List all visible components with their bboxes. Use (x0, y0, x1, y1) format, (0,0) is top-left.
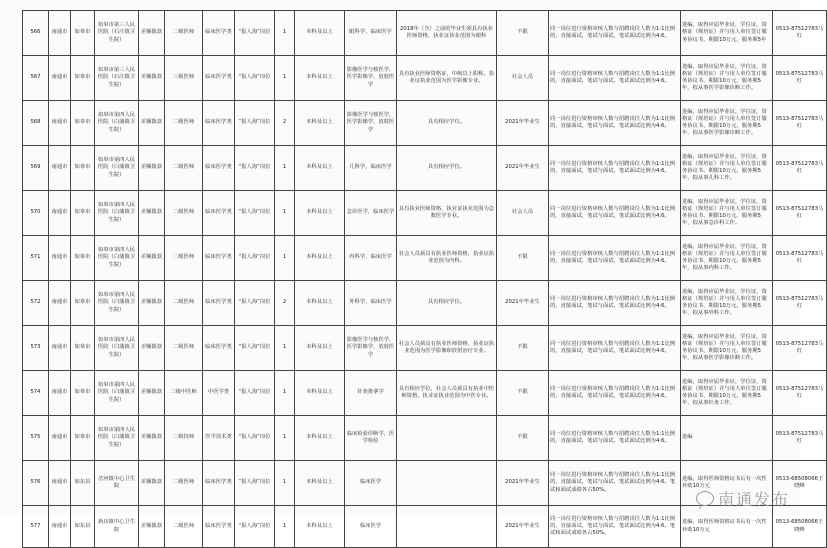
cell-level: 二级技师 (165, 416, 203, 461)
cell-remark: 进编，取得应届毕业证，学位证，资格证（规培证）并与用人单位签订服务协议书，期限10万元，服务期5年，拟从事急诊科工作。 (681, 191, 773, 236)
cell-funding: 差额拨款 (139, 326, 165, 371)
cell-county: 如皋市 (71, 191, 95, 236)
cell-category: 临床医学类 (203, 506, 235, 548)
cell-target: 不限 (497, 371, 549, 416)
cell-unit: 如皋市第四人民医院（白蒲镇卫生院） (95, 236, 139, 281)
cell-no: 575 (23, 416, 49, 461)
cell-county: 如皋市 (71, 11, 95, 56)
cell-category: 临床医学类 (203, 461, 235, 506)
cell-funding: 差额拨款 (139, 146, 165, 191)
cell-unit: 如皋市第三人民医院（石庄镇卫生院） (95, 56, 139, 101)
recruitment-table (22, 10, 827, 548)
cell-funding: 差额拨款 (139, 101, 165, 146)
cell-category: 医学技术类 (203, 416, 235, 461)
cell-unit: 新店镇中心卫生院 (95, 506, 139, 548)
cell-remark: 进编，取得应届毕业证，学位证，资格证（规培证）并与用人单位签订服务协议书，期限10万元，服务期5年，拟从事医学影像诊断工作。 (681, 101, 773, 146)
cell-ratio: 同一岗位进行资格审核人数与招聘岗位人数为1:1比例的，直接面试，笔试与面试，笔试面试比例为4:6。笔试和面试成绩各占50%。 (549, 506, 681, 548)
cell-city: 南通市 (49, 191, 71, 236)
cell-major: 影像医学与核医学，医学影像学，放射医学 (345, 326, 397, 371)
cell-no: 576 (23, 461, 49, 506)
cell-city: 南通市 (49, 326, 71, 371)
cell-target: 社会人员 (497, 56, 549, 101)
cell-phone: 0513-87512783马红 (773, 371, 827, 416)
cell-post: “报人海”岗位 (235, 146, 275, 191)
table-row (23, 506, 827, 548)
cell-level: 二级医师 (165, 461, 203, 506)
cell-county: 如皋市 (71, 281, 95, 326)
watermark (696, 487, 790, 510)
cell-target: 2021年毕业生 (497, 146, 549, 191)
cell-remark: 进编，取得应届毕业证，学位证，资格证（规培证）并与用人单位签订服务协议书，期限10万元，服务期5年，拟从事儿科工作。 (681, 146, 773, 191)
cell-ratio: 同一岗位进行资格审核人数与招聘岗位人数为1:1比例的，直接面试，笔试与面试，笔试面试比例为4:6。 (549, 371, 681, 416)
cell-count: 1 (275, 56, 295, 101)
cell-city: 南通市 (49, 146, 71, 191)
cell-phone: 0513-87512783马红 (773, 236, 827, 281)
cell-county: 如皋市 (71, 236, 95, 281)
table-row (23, 191, 827, 236)
cell-other: 具有相应学位。 (397, 281, 497, 326)
cell-unit: 岔河镇中心卫生院 (95, 461, 139, 506)
cell-target: 社会人员 (497, 191, 549, 236)
cell-level: 二级中医师 (165, 371, 203, 416)
cell-unit: 如皋市第四人民医院（白蒲镇卫生院） (95, 191, 139, 236)
cell-county: 如皋市 (71, 56, 95, 101)
cell-unit: 如皋市第三人民医院（石庄镇卫生院） (95, 11, 139, 56)
chat-bubble-icon (696, 491, 714, 506)
cell-edu: 本科及以上 (295, 101, 345, 146)
cell-remark: 进编，取得医师资格证书后有一次性补助10万元 (681, 461, 773, 506)
cell-ratio: 同一岗位进行资格审核人数与招聘岗位人数为1:1比例的，直接面试，笔试与面试，笔试面试比例为4:6。 (549, 191, 681, 236)
cell-ratio: 同一岗位进行资格审核人数与招聘岗位人数为1:1比例的，直接面试，笔试与面试，笔试面试比例为4:6。笔试和面试成绩各占50%。 (549, 461, 681, 506)
cell-category: 临床医学类 (203, 101, 235, 146)
cell-major: 针灸推拿学 (345, 371, 397, 416)
cell-post: “报人海”岗位 (235, 416, 275, 461)
cell-category: 临床医学类 (203, 56, 235, 101)
cell-city: 南通市 (49, 56, 71, 101)
cell-edu: 本科及以上 (295, 461, 345, 506)
cell-count: 2 (275, 281, 295, 326)
cell-level: 二级医师 (165, 326, 203, 371)
cell-phone: 0513-87512783马红 (773, 281, 827, 326)
cell-other: 社会人员须具有执业医师资格，执业证执业范围为内科。 (397, 236, 497, 281)
cell-other: 具有相应学位。 (397, 146, 497, 191)
cell-remark: 进编，取得应届毕业证，学位证，资格证（规培证）并与用人单位签订服务协议书，期限10万元，服务期5年，拟从事针灸工作。 (681, 371, 773, 416)
cell-count: 1 (275, 461, 295, 506)
cell-no: 568 (23, 101, 49, 146)
cell-post: “报人海”岗位 (235, 461, 275, 506)
cell-no: 571 (23, 236, 49, 281)
cell-funding: 差额拨款 (139, 236, 165, 281)
cell-no: 577 (23, 506, 49, 548)
cell-target: 不限 (497, 416, 549, 461)
cell-major: 急诊医学，临床医学 (345, 191, 397, 236)
cell-post: “报人海”岗位 (235, 101, 275, 146)
table-row (23, 146, 827, 191)
table-row (23, 416, 827, 461)
table-row (23, 101, 827, 146)
cell-ratio: 同一岗位进行资格审核人数与招聘岗位人数为1:1比例的，直接面试，笔试与面试，笔试面试比例为4:6。 (549, 56, 681, 101)
cell-county: 如皋市 (71, 371, 95, 416)
cell-remark: 进编，取得应届毕业证，学位证，资格证（规培证）并与用人单位签订服务协议书，期限10万元，服务期5年 (681, 11, 773, 56)
cell-post: “报人海”岗位 (235, 326, 275, 371)
cell-remark: 进编，取得应届毕业证，学位证，资格证（规培证）并与用人单位签订服务协议书，期限10万元，服务期5年，拟从事内科工作。 (681, 236, 773, 281)
cell-other: 具有执业医师资格证，中级以上职称，执业证执业范围为医学影像专业。 (397, 56, 497, 101)
cell-city: 南通市 (49, 281, 71, 326)
cell-post: “报人海”岗位 (235, 506, 275, 548)
cell-county: 如皋市 (71, 101, 95, 146)
cell-major: 眼科学，临床医学 (345, 11, 397, 56)
cell-major: 儿科学，临床医学 (345, 146, 397, 191)
cell-count: 1 (275, 236, 295, 281)
cell-phone: 0513-87512783马红 (773, 326, 827, 371)
cell-count: 1 (275, 146, 295, 191)
cell-edu: 本科及以上 (295, 416, 345, 461)
cell-no: 572 (23, 281, 49, 326)
cell-no: 570 (23, 191, 49, 236)
cell-other: 具有相应学位，社会人员须具有执业中医师资格，执业证执业范围为中医专业。 (397, 371, 497, 416)
cell-major: 临床医学 (345, 461, 397, 506)
cell-county: 如皋市 (71, 146, 95, 191)
cell-post: “报人海”岗位 (235, 11, 275, 56)
cell-funding: 差额拨款 (139, 11, 165, 56)
cell-category: 临床医学类 (203, 191, 235, 236)
cell-unit: 如皋市第四人民医院（白蒲镇卫生院） (95, 146, 139, 191)
table-row (23, 11, 827, 56)
cell-unit: 如皋市第四人民医院（白蒲镇卫生院） (95, 281, 139, 326)
cell-remark: 进编，取得应届毕业证，学位证，资格证（规培证）并与用人单位签订服务协议书，期限10万元，服务期5年，拟从事医学影像诊断工作。 (681, 56, 773, 101)
cell-count: 1 (275, 326, 295, 371)
cell-county: 如皋市 (71, 326, 95, 371)
cell-major: 临床医学 (345, 506, 397, 548)
cell-city: 南通市 (49, 506, 71, 548)
cell-funding: 差额拨款 (139, 371, 165, 416)
cell-other: 社会人员须具有执业医师资格，执业证执业范围为医学影像和放射治疗专业。 (397, 326, 497, 371)
cell-unit: 如皋市第四人民医院（白蒲镇卫生院） (95, 371, 139, 416)
table-body (23, 11, 827, 548)
table-row (23, 281, 827, 326)
cell-other (397, 506, 497, 548)
cell-city: 南通市 (49, 461, 71, 506)
table-row (23, 56, 827, 101)
cell-remark: 进编，取得应届毕业证，学位证，资格证（规培证）并与用人单位签订服务协议书，期限10万元，服务期5年，拟从事医学影像诊断工作。 (681, 326, 773, 371)
cell-count: 1 (275, 371, 295, 416)
cell-county: 如皋市 (71, 416, 95, 461)
cell-funding: 差额拨款 (139, 506, 165, 548)
cell-category: 临床医学类 (203, 146, 235, 191)
cell-count: 1 (275, 191, 295, 236)
table-row (23, 236, 827, 281)
cell-edu: 本科及以上 (295, 281, 345, 326)
cell-city: 南通市 (49, 236, 71, 281)
cell-funding: 差额拨款 (139, 56, 165, 101)
cell-ratio: 同一岗位进行资格审核人数与招聘岗位人数为1:1比例的，直接面试，笔试与面试，笔试面试比例为4:6。 (549, 281, 681, 326)
cell-category: 临床医学类 (203, 236, 235, 281)
cell-major: 影像医学与核医学，医学影像学，放射医学 (345, 56, 397, 101)
cell-level: 三级医师 (165, 56, 203, 101)
cell-phone: 0513-68508066王晓峰 (773, 506, 827, 548)
cell-edu: 本科及以上 (295, 371, 345, 416)
cell-level: 二级医师 (165, 506, 203, 548)
cell-edu: 本科及以上 (295, 191, 345, 236)
table-row (23, 371, 827, 416)
cell-level: 二级医师 (165, 236, 203, 281)
cell-level: 二级医师 (165, 101, 203, 146)
cell-unit: 如皋市第四人民医院（白蒲镇卫生院） (95, 326, 139, 371)
cell-post: “报人海”岗位 (235, 281, 275, 326)
cell-city: 南通市 (49, 416, 71, 461)
cell-major: 内科学，临床医学 (345, 236, 397, 281)
cell-phone: 0513-87512783马红 (773, 191, 827, 236)
cell-ratio: 同一岗位进行资格审核人数与招聘岗位人数为1:1比例的，直接面试，笔试与面试，笔试面试比例为4:6。 (549, 326, 681, 371)
cell-city: 南通市 (49, 101, 71, 146)
cell-post: “报人海”岗位 (235, 371, 275, 416)
cell-category: 临床医学类 (203, 326, 235, 371)
cell-edu: 本科及以上 (295, 56, 345, 101)
cell-category: 临床医学类 (203, 281, 235, 326)
cell-post: “报人海”岗位 (235, 236, 275, 281)
cell-no: 569 (23, 146, 49, 191)
cell-other (397, 461, 497, 506)
cell-target: 2021年毕业生 (497, 461, 549, 506)
cell-other (397, 416, 497, 461)
cell-other: 具有执业医师资格，执业证执业范围为急救医学专业。 (397, 191, 497, 236)
cell-remark: 进编，取得应届毕业证，学位证，资格证（规培证）并与用人单位签订服务协议书，期限10万元，服务期5年，拟从事外科工作。 (681, 281, 773, 326)
cell-no: 573 (23, 326, 49, 371)
cell-city: 南通市 (49, 371, 71, 416)
cell-phone: 0513-68508066王晓峰 (773, 461, 827, 506)
cell-level: 二级医师 (165, 191, 203, 236)
cell-no: 567 (23, 56, 49, 101)
cell-ratio: 同一岗位进行资格审核人数与招聘岗位人数为1:1比例的，直接面试，笔试与面试，笔试面试比例为4:6。 (549, 146, 681, 191)
cell-ratio: 同一岗位进行资格审核人数与招聘岗位人数为1:1比例的，直接面试，笔试与面试，笔试面试比例为4:6。 (549, 416, 681, 461)
cell-funding: 差额拨款 (139, 416, 165, 461)
cell-count: 1 (275, 416, 295, 461)
cell-phone: 0513-87512783马红 (773, 56, 827, 101)
cell-edu: 本科及以上 (295, 11, 345, 56)
cell-count: 1 (275, 11, 295, 56)
table-row (23, 326, 827, 371)
cell-target: 不限 (497, 11, 549, 56)
cell-remark: 进编 (681, 416, 773, 461)
cell-target: 不限 (497, 326, 549, 371)
watermark-text: 南通发布 (717, 490, 790, 509)
cell-phone: 0513-87512783马红 (773, 146, 827, 191)
cell-ratio: 同一岗位进行资格审核人数与招聘岗位人数为1:1比例的，直接面试，笔试与面试，笔试面试比例为4:6。 (549, 11, 681, 56)
cell-major: 影像医学与核医学，医学影像学，放射医学 (345, 101, 397, 146)
cell-county: 如东县 (71, 506, 95, 548)
cell-major: 临床检验诊断学，医学检验 (345, 416, 397, 461)
cell-unit: 如皋市第四人民医院（白蒲镇卫生院） (95, 416, 139, 461)
cell-target: 2021年毕业生 (497, 281, 549, 326)
cell-post: “报人海”岗位 (235, 56, 275, 101)
cell-target: 不限 (497, 236, 549, 281)
cell-funding: 差额拨款 (139, 461, 165, 506)
cell-target: 2021年毕业生 (497, 101, 549, 146)
cell-edu: 本科及以上 (295, 236, 345, 281)
cell-post: “报人海”岗位 (235, 191, 275, 236)
cell-unit: 如皋市第四人民医院（白蒲镇卫生院） (95, 101, 139, 146)
cell-major: 外科学，临床医学 (345, 281, 397, 326)
cell-no: 566 (23, 11, 49, 56)
cell-level: 二级医师 (165, 281, 203, 326)
cell-funding: 差额拨款 (139, 281, 165, 326)
cell-target: 2021年毕业生 (497, 506, 549, 548)
cell-funding: 差额拨款 (139, 191, 165, 236)
cell-edu: 本科及以上 (295, 146, 345, 191)
cell-phone: 0513-87512783马红 (773, 101, 827, 146)
cell-count: 2 (275, 101, 295, 146)
cell-category: 中医学类 (203, 371, 235, 416)
cell-county: 如东县 (71, 461, 95, 506)
cell-remark: 进编，取得医师资格证书后有一次性补助10万元 (681, 506, 773, 548)
cell-level: 二级医师 (165, 146, 203, 191)
cell-ratio: 同一岗位进行资格审核人数与招聘岗位人数为1:1比例的，直接面试，笔试与面试，笔试面试比例为4:6。 (549, 101, 681, 146)
cell-phone: 0513-87512783马红 (773, 416, 827, 461)
cell-edu: 本科及以上 (295, 326, 345, 371)
cell-ratio: 同一岗位进行资格审核人数与招聘岗位人数为1:1比例的，直接面试，笔试与面试，笔试面试比例为4:6。 (549, 236, 681, 281)
cell-other: 具有相应学位。 (397, 101, 497, 146)
cell-no: 574 (23, 371, 49, 416)
cell-level: 二级医师 (165, 11, 203, 56)
cell-other: 2018年（含）之前的毕业生须具有执业医师资格，执业证执业范围为眼科 (397, 11, 497, 56)
cell-phone: 0513-87512783马红 (773, 11, 827, 56)
cell-edu: 本科及以上 (295, 506, 345, 548)
cell-count: 1 (275, 506, 295, 548)
cell-category: 临床医学类 (203, 11, 235, 56)
cell-city: 南通市 (49, 11, 71, 56)
